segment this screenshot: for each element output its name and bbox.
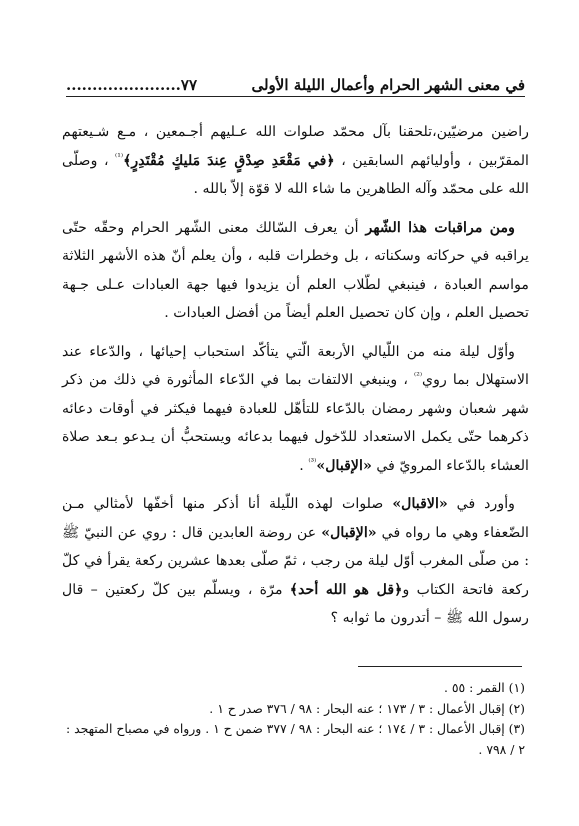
paragraph-text: وأوّل ليلة منه من اللّيالي الأربعة الّتي يتأكّد استحباب إحيائها ، والدّعاء عند الاستهلال بما روي <box>62 343 529 388</box>
title-leader-dots: ...................... <box>66 76 181 94</box>
footnote-3: (٣) إقبال الأعمال : ٣ / ١٧٤ ؛ عنه البحار : ٩٨ / ٣٧٧ ضمن ح ١ . ورواه في مصباح المتهجد : ٢ / ٧٩٨ . <box>65 721 525 757</box>
footnotes <box>62 678 525 760</box>
footnote-rule <box>358 666 522 667</box>
paragraph-text: عن روضة العابدين قال : روي عن النبيّ ﷺ : من صلّى المغرب أوّل ليلة من رجب ، ثمّ صلّى بعدها عشرين ركعة يقرأ في كلّ ركعة فاتحة الكتاب و <box>62 524 529 598</box>
paragraph-text: ، وصلّى الله على محمّد وآله الطاهرين ما شاء الله لا قوّة إلاّ بالله . <box>62 152 529 197</box>
paragraph-2 <box>62 214 529 328</box>
page-number-group <box>66 76 197 94</box>
paragraph-text: وأورد في <box>447 496 515 512</box>
paragraph-1 <box>62 118 529 204</box>
running-header <box>66 68 525 94</box>
emphasis-text: «الإقبال» <box>316 457 372 474</box>
footnote-ref: ⁽²⁾ <box>414 371 423 382</box>
paragraph-text: أن يعرف السّالك معنى الشّهر الحرام وحقّه حتّى يراقبه في حركاته وسكناته ، بل وخطرات قلبه ، وأن يعلم أنّ هذه الأشهر الثلاثة مواسم العبادة ، فينبغي لطّلاب العلم أن يزيدوا فيها جهة العبادات عـلى جـهة تحصيل العلم ، وإن كان تحصيل العلم أيضاً من أفضل العبادات . <box>62 219 529 321</box>
paragraph-text: صلوات لهذه اللّيلة أنا أذكر منها أخفّها لأمثالي مـن الضّعفاء وهي ما رواه في <box>62 496 529 541</box>
footnote-ref: ⁽¹⁾ <box>115 151 124 162</box>
page-number: ٧٧ <box>180 76 198 94</box>
emphasis-text: «الاقبال» <box>392 496 448 512</box>
running-title-text: في معنى الشهر الحرام وأعمال الليلة الأولى <box>251 76 525 94</box>
emphasis-text: ﴿قل هو الله أحد﴾ <box>289 581 403 598</box>
paragraph-text: مرّة ، ويسلّم بين كلّ ركعتين – قال رسول الله ﷺ – أتدرون ما ثوابه ؟ <box>62 581 529 626</box>
emphasis-text: ﴿في مَقْعَدِ صِدْقٍ عِندَ مَليكٍ مُقْتَدِرٍ﴾ <box>123 152 335 169</box>
emphasis-text: «الإقبال» <box>321 524 377 541</box>
emphasis-text: ومن مراقبات هذا الشّهر <box>365 219 516 236</box>
body-text <box>62 118 529 643</box>
paragraph-3 <box>62 338 529 481</box>
header-rule <box>66 96 525 97</box>
paragraph-text: . <box>299 457 309 474</box>
paragraph-4 <box>62 490 529 633</box>
footnote-ref: ⁽³⁾ <box>308 456 317 467</box>
paragraph-text: ، وينبغي الالتفات بما في الدّعاء المأثورة في ذلك من ذكر شهر شعبان وشهر رمضان بالدّعاء للتأهّل للعبادة فيهما فيكثر في أوقات دعائه ذكرهما حتّى يكمل الاستعداد للدّخول فيهما بدعائه ويستحبُّ أن يـدعو بـعد صلاة العشاء بالدّعاء المرويّ في <box>62 372 529 474</box>
footnote-2: (٢) إقبال الأعمال : ٣ / ١٧٣ ؛ عنه البحار : ٩٨ / ٣٧٦ صدر ح ١ . <box>209 700 525 716</box>
paragraph-text: راضين مرضيّين،تلحقنا بآل محمّد صلوات الله عـليهم أجـمعين ، مـع شـيعتهم المقرّبين ، وأوليائهم السابقين ، <box>62 124 529 169</box>
footnote-1: (١) القمر : ٥٥ . <box>443 680 525 695</box>
running-title <box>251 76 525 94</box>
